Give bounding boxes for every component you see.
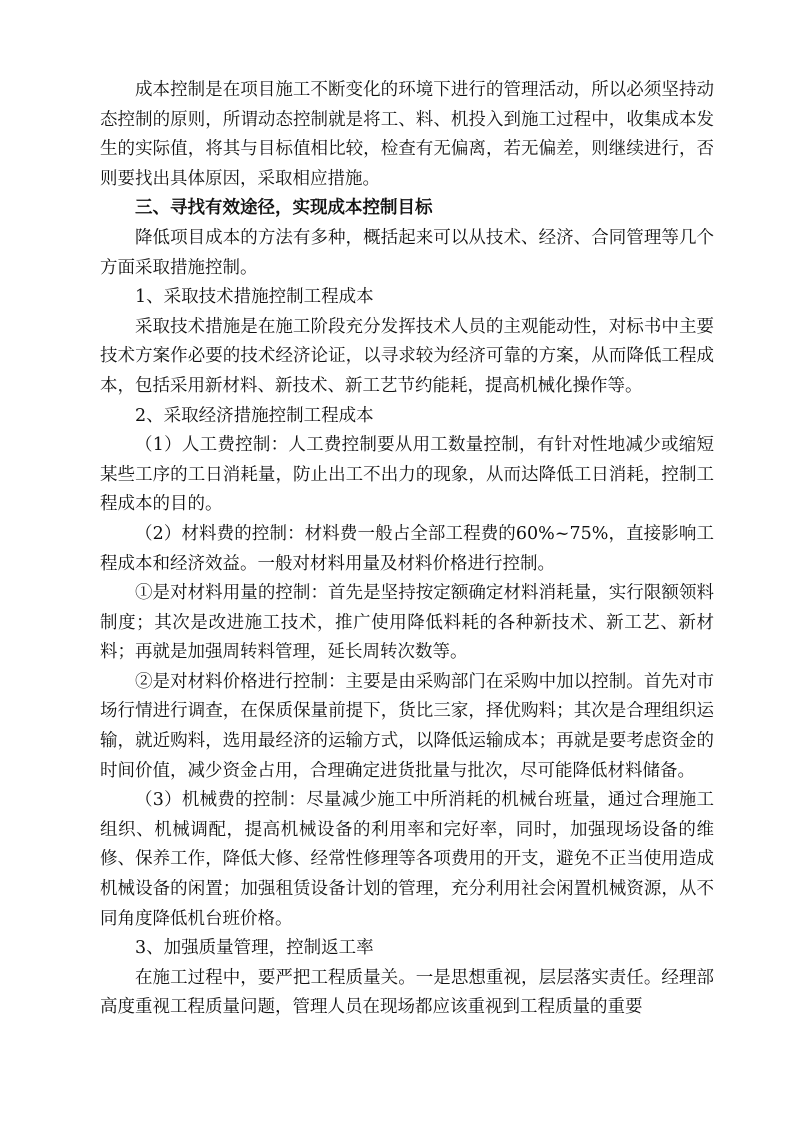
paragraph-material-cost: （2）材料费的控制：材料费一般占全部工程费的60%~75%，直接影响工程成本和经济效益。一般对材料用量及材料价格进行控制。 (100, 523, 714, 574)
paragraph-quality-control: 在施工过程中，要严把工程质量关。一是思想重视，层层落实责任。经理部高度重视工程质量问题，管理人员在现场都应该重视到工程质量的重要 (100, 967, 714, 1018)
section-heading-3: 三、寻找有效途径，实现成本控制目标 (135, 198, 433, 219)
paragraph-dynamic-control: 成本控制是在项目施工不断变化的环境下进行的管理活动，所以必须坚持动态控制的原则，所谓动态控制就是将工、料、机投入到施工过程中，收集成本发生的实际值，将其与目标值相比较，检查有无偏离，若无偏差，则继续进行，否则要找出具体原因，采取相应措施。 (100, 80, 714, 189)
paragraph-machinery-cost: （3）机械费的控制：尽量减少施工中所消耗的机械台班量，通过合理施工组织、机械调配，提高机械设备的利用率和完好率，同时，加强现场设备的维修、保养工作，降低大修、经常性修理等各项费用的开支，避免不正当使用造成机械设备的闲置；加强租赁设备计划的管理，充分利用社会闲置机械资源，从不同角度降低机台班价格。 (100, 790, 714, 929)
paragraph-technical-measures: 采取技术措施是在施工阶段充分发挥技术人员的主观能动性，对标书中主要技术方案作必要的技术经济论证，以寻求较为经济可靠的方案，从而降低工程成本，包括采用新材料、新技术、新工艺节约能耗，提高机械化操作等。 (100, 316, 714, 396)
paragraph-methods-intro: 降低项目成本的方法有多种，概括起来可以从技术、经济、合同管理等几个方面采取措施控制。 (100, 227, 714, 278)
subheading-economic-measures: 2、采取经济措施控制工程成本 (135, 405, 374, 426)
paragraph-material-price: ②是对材料价格进行控制：主要是由采购部门在采购中加以控制。首先对市场行情进行调查，在保质保量前提下，货比三家，择优购料；其次是合理组织运输，就近购料，选用最经济的运输方式，以降低运输成本；再就是要考虑资金的时间价值，减少资金占用，合理确定进货批量与批次，尽可能降低材料储备。 (100, 671, 714, 781)
paragraph-material-quantity: ①是对材料用量的控制：首先是坚持按定额确定材料消耗量，实行限额领料制度；其次是改进施工技术，推广使用降低料耗的各种新技术、新工艺、新材料；再就是加强周转料管理，延长周转次数等。 (100, 583, 714, 663)
paragraph-labor-cost: （1）人工费控制：人工费控制要从用工数量控制，有针对性地减少或缩短某些工序的工日消耗量，防止出工不出力的现象，从而达降低工日消耗，控制工程成本的目的。 (100, 435, 714, 515)
subheading-technical-measures: 1、采取技术措施控制工程成本 (135, 287, 374, 308)
document-page (100, 76, 714, 1023)
subheading-quality-management: 3、加强质量管理，控制返工率 (135, 938, 374, 959)
